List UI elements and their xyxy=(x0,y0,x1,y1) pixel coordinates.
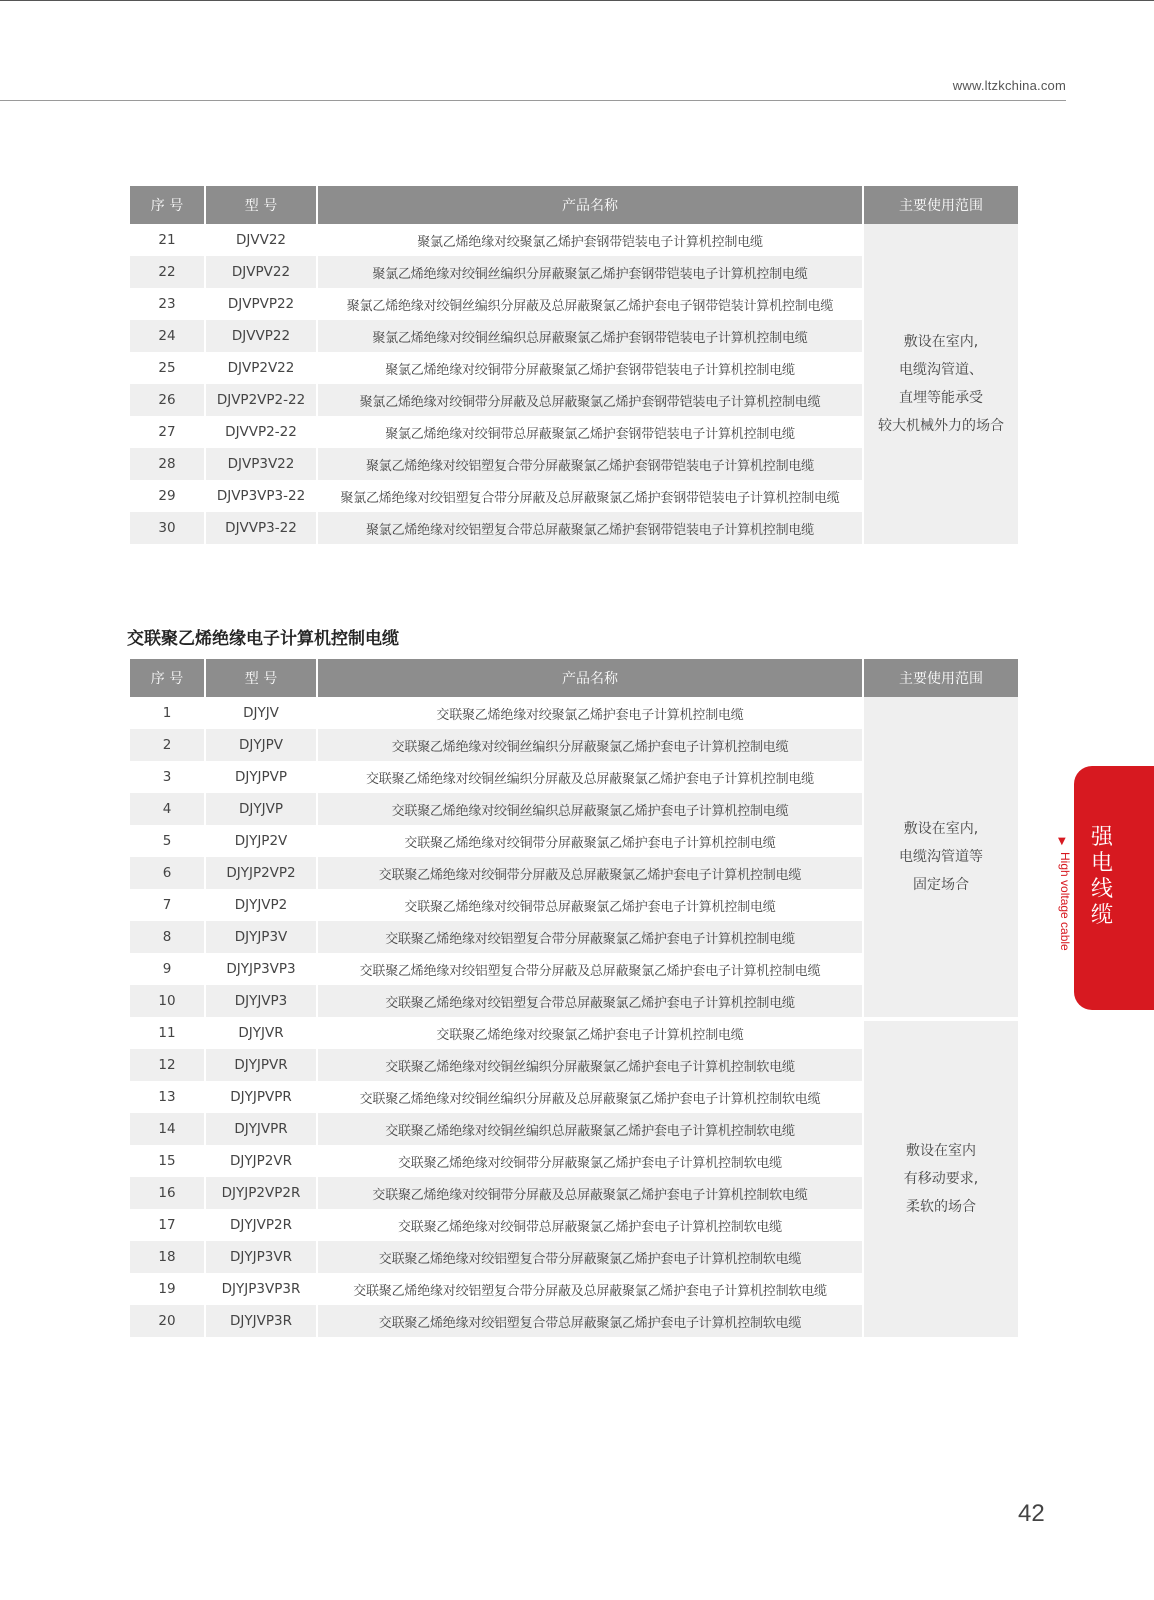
cell-usage xyxy=(864,224,1018,544)
cell-model: DJYJPVPR xyxy=(206,1081,318,1113)
usage-line: 敷设在室内 xyxy=(906,1143,976,1159)
cell-name: 交联聚乙烯绝缘对绞铝塑复合带总屏蔽聚氯乙烯护套电子计算机控制电缆 xyxy=(318,985,864,1017)
column-header-name: 产品名称 xyxy=(318,659,864,697)
table-row xyxy=(130,224,1018,256)
cell-no: 8 xyxy=(130,921,206,953)
cell-no: 19 xyxy=(130,1273,206,1305)
cell-model: DJYJP3V xyxy=(206,921,318,953)
cell-name: 交联聚乙烯绝缘对绞铝塑复合带分屏蔽聚氯乙烯护套电子计算机控制软电缆 xyxy=(318,1241,864,1273)
column-header-model: 型 号 xyxy=(206,659,318,697)
cell-no: 6 xyxy=(130,857,206,889)
cell-no: 9 xyxy=(130,953,206,985)
cell-no: 20 xyxy=(130,1305,206,1337)
cell-model: DJVVP3-22 xyxy=(206,512,318,544)
cell-name: 聚氯乙烯绝缘对绞铜带总屏蔽聚氯乙烯护套钢带铠装电子计算机控制电缆 xyxy=(318,416,864,448)
cell-name: 聚氯乙烯绝缘对绞铝塑复合带分屏蔽及总屏蔽聚氯乙烯护套钢带铠装电子计算机控制电缆 xyxy=(318,480,864,512)
table-row xyxy=(130,697,1018,729)
cell-name: 聚氯乙烯绝缘对绞聚氯乙烯护套钢带铠装电子计算机控制电缆 xyxy=(318,224,864,256)
cell-model: DJVP2V22 xyxy=(206,352,318,384)
cell-name: 聚氯乙烯绝缘对绞铝塑复合带分屏蔽聚氯乙烯护套钢带铠装电子计算机控制电缆 xyxy=(318,448,864,480)
cell-name: 交联聚乙烯绝缘对绞铜丝编织分屏蔽聚氯乙烯护套电子计算机控制软电缆 xyxy=(318,1049,864,1081)
column-header-no: 序 号 xyxy=(130,186,206,224)
cable-table-xlpe xyxy=(130,659,1018,1337)
cell-no: 15 xyxy=(130,1145,206,1177)
cell-no: 2 xyxy=(130,729,206,761)
cell-usage xyxy=(864,697,1018,1017)
cell-model: DJVV22 xyxy=(206,224,318,256)
column-header-use: 主要使用范围 xyxy=(864,659,1018,697)
cell-no: 21 xyxy=(130,224,206,256)
cell-model: DJVP3VP3-22 xyxy=(206,480,318,512)
cell-model: DJYJVPR xyxy=(206,1113,318,1145)
cell-model: DJVVP22 xyxy=(206,320,318,352)
cell-name: 交联聚乙烯绝缘对绞铝塑复合带分屏蔽聚氯乙烯护套电子计算机控制电缆 xyxy=(318,921,864,953)
cell-model: DJYJVP3R xyxy=(206,1305,318,1337)
cell-no: 18 xyxy=(130,1241,206,1273)
cell-name: 交联聚乙烯绝缘对绞铜丝编织总屏蔽聚氯乙烯护套电子计算机控制电缆 xyxy=(318,793,864,825)
cell-model: DJYJPVP xyxy=(206,761,318,793)
cell-no: 25 xyxy=(130,352,206,384)
cell-model: DJYJVP3 xyxy=(206,985,318,1017)
cell-no: 27 xyxy=(130,416,206,448)
cell-model: DJYJV xyxy=(206,697,318,729)
column-header-use: 主要使用范围 xyxy=(864,186,1018,224)
cell-model: DJVP3V22 xyxy=(206,448,318,480)
cable-table-pvc xyxy=(130,186,1018,544)
cell-name: 交联聚乙烯绝缘对绞铜带分屏蔽聚氯乙烯护套电子计算机控制软电缆 xyxy=(318,1145,864,1177)
cell-no: 5 xyxy=(130,825,206,857)
cell-name: 交联聚乙烯绝缘对绞铜丝编织分屏蔽及总屏蔽聚氯乙烯护套电子计算机控制电缆 xyxy=(318,761,864,793)
cell-no: 30 xyxy=(130,512,206,544)
cell-no: 1 xyxy=(130,697,206,729)
usage-line: 较大机械外力的场合 xyxy=(878,418,1004,434)
side-tab-title[interactable]: 强电线缆 xyxy=(1090,825,1113,928)
cell-no: 10 xyxy=(130,985,206,1017)
cell-model: DJVP2VP2-22 xyxy=(206,384,318,416)
cell-name: 交联聚乙烯绝缘对绞铜带分屏蔽及总屏蔽聚氯乙烯护套电子计算机控制软电缆 xyxy=(318,1177,864,1209)
cell-name: 交联聚乙烯绝缘对绞铝塑复合带总屏蔽聚氯乙烯护套电子计算机控制软电缆 xyxy=(318,1305,864,1337)
cell-no: 17 xyxy=(130,1209,206,1241)
cell-no: 14 xyxy=(130,1113,206,1145)
cell-model: DJYJP3VR xyxy=(206,1241,318,1273)
cell-name: 聚氯乙烯绝缘对绞铝塑复合带总屏蔽聚氯乙烯护套钢带铠装电子计算机控制电缆 xyxy=(318,512,864,544)
cell-name: 聚氯乙烯绝缘对绞铜丝编织总屏蔽聚氯乙烯护套钢带铠装电子计算机控制电缆 xyxy=(318,320,864,352)
cell-name: 聚氯乙烯绝缘对绞铜带分屏蔽聚氯乙烯护套钢带铠装电子计算机控制电缆 xyxy=(318,352,864,384)
cell-model: DJYJP2V xyxy=(206,825,318,857)
cell-name: 交联聚乙烯绝缘对绞铜带总屏蔽聚氯乙烯护套电子计算机控制电缆 xyxy=(318,889,864,921)
cell-model: DJYJVP2 xyxy=(206,889,318,921)
header-rule xyxy=(0,100,1066,101)
cell-model: DJYJVP xyxy=(206,793,318,825)
cell-model: DJVPV22 xyxy=(206,256,318,288)
cell-model: DJVVP2-22 xyxy=(206,416,318,448)
cell-model: DJVPVP22 xyxy=(206,288,318,320)
cell-no: 28 xyxy=(130,448,206,480)
cell-model: DJYJP3VP3R xyxy=(206,1273,318,1305)
cell-no: 23 xyxy=(130,288,206,320)
usage-line: 有移动要求, xyxy=(903,1171,979,1187)
cell-model: DJYJVP2R xyxy=(206,1209,318,1241)
cell-name: 交联聚乙烯绝缘对绞铜带分屏蔽及总屏蔽聚氯乙烯护套电子计算机控制电缆 xyxy=(318,857,864,889)
usage-line: 敷设在室内, xyxy=(903,821,979,837)
column-header-no: 序 号 xyxy=(130,659,206,697)
cell-usage xyxy=(864,1017,1018,1337)
triangle-down-icon: ▼ xyxy=(1058,836,1066,847)
cell-no: 7 xyxy=(130,889,206,921)
side-tab-subtitle: High voltage cable xyxy=(1058,852,1072,951)
cell-no: 4 xyxy=(130,793,206,825)
usage-line: 柔软的场合 xyxy=(906,1199,976,1215)
usage-line: 固定场合 xyxy=(913,877,969,893)
cell-no: 24 xyxy=(130,320,206,352)
cell-name: 聚氯乙烯绝缘对绞铜丝编织分屏蔽聚氯乙烯护套钢带铠装电子计算机控制电缆 xyxy=(318,256,864,288)
cell-no: 13 xyxy=(130,1081,206,1113)
table-row xyxy=(130,1017,1018,1049)
column-header-name: 产品名称 xyxy=(318,186,864,224)
cell-no: 29 xyxy=(130,480,206,512)
table-header-row xyxy=(130,186,1018,224)
table-header-row xyxy=(130,659,1018,697)
cell-name: 交联聚乙烯绝缘对绞铝塑复合带分屏蔽及总屏蔽聚氯乙烯护套电子计算机控制电缆 xyxy=(318,953,864,985)
cell-name: 交联聚乙烯绝缘对绞聚氯乙烯护套电子计算机控制电缆 xyxy=(318,1017,864,1049)
cell-name: 交联聚乙烯绝缘对绞聚氯乙烯护套电子计算机控制电缆 xyxy=(318,697,864,729)
cell-model: DJYJP3VP3 xyxy=(206,953,318,985)
cell-no: 11 xyxy=(130,1017,206,1049)
section-title: 交联聚乙烯绝缘电子计算机控制电缆 xyxy=(127,629,399,649)
cell-name: 交联聚乙烯绝缘对绞铜丝编织分屏蔽聚氯乙烯护套电子计算机控制电缆 xyxy=(318,729,864,761)
cell-model: DJYJP2VR xyxy=(206,1145,318,1177)
cell-no: 16 xyxy=(130,1177,206,1209)
cell-no: 12 xyxy=(130,1049,206,1081)
cell-model: DJYJVR xyxy=(206,1017,318,1049)
column-header-model: 型 号 xyxy=(206,186,318,224)
cell-model: DJYJPVR xyxy=(206,1049,318,1081)
cell-model: DJYJP2VP2R xyxy=(206,1177,318,1209)
page-number: 42 xyxy=(1018,1500,1045,1527)
cell-name: 聚氯乙烯绝缘对绞铜丝编织分屏蔽及总屏蔽聚氯乙烯护套电子钢带铠装计算机控制电缆 xyxy=(318,288,864,320)
cell-name: 聚氯乙烯绝缘对绞铜带分屏蔽及总屏蔽聚氯乙烯护套钢带铠装电子计算机控制电缆 xyxy=(318,384,864,416)
cell-no: 26 xyxy=(130,384,206,416)
cell-model: DJYJP2VP2 xyxy=(206,857,318,889)
cell-name: 交联聚乙烯绝缘对绞铜带总屏蔽聚氯乙烯护套电子计算机控制软电缆 xyxy=(318,1209,864,1241)
cell-name: 交联聚乙烯绝缘对绞铜带分屏蔽聚氯乙烯护套电子计算机控制电缆 xyxy=(318,825,864,857)
cell-model: DJYJPV xyxy=(206,729,318,761)
cell-name: 交联聚乙烯绝缘对绞铜丝编织分屏蔽及总屏蔽聚氯乙烯护套电子计算机控制软电缆 xyxy=(318,1081,864,1113)
usage-line: 电缆沟管道、 xyxy=(899,362,983,378)
cell-name: 交联聚乙烯绝缘对绞铜丝编织总屏蔽聚氯乙烯护套电子计算机控制软电缆 xyxy=(318,1113,864,1145)
top-rule xyxy=(0,0,1154,1)
usage-line: 敷设在室内, xyxy=(903,334,979,350)
cell-no: 3 xyxy=(130,761,206,793)
header-url: www.ltzkchina.com xyxy=(952,78,1066,93)
cell-name: 交联聚乙烯绝缘对绞铝塑复合带分屏蔽及总屏蔽聚氯乙烯护套电子计算机控制软电缆 xyxy=(318,1273,864,1305)
usage-line: 直埋等能承受 xyxy=(899,390,983,406)
cell-no: 22 xyxy=(130,256,206,288)
usage-line: 电缆沟管道等 xyxy=(899,849,983,865)
